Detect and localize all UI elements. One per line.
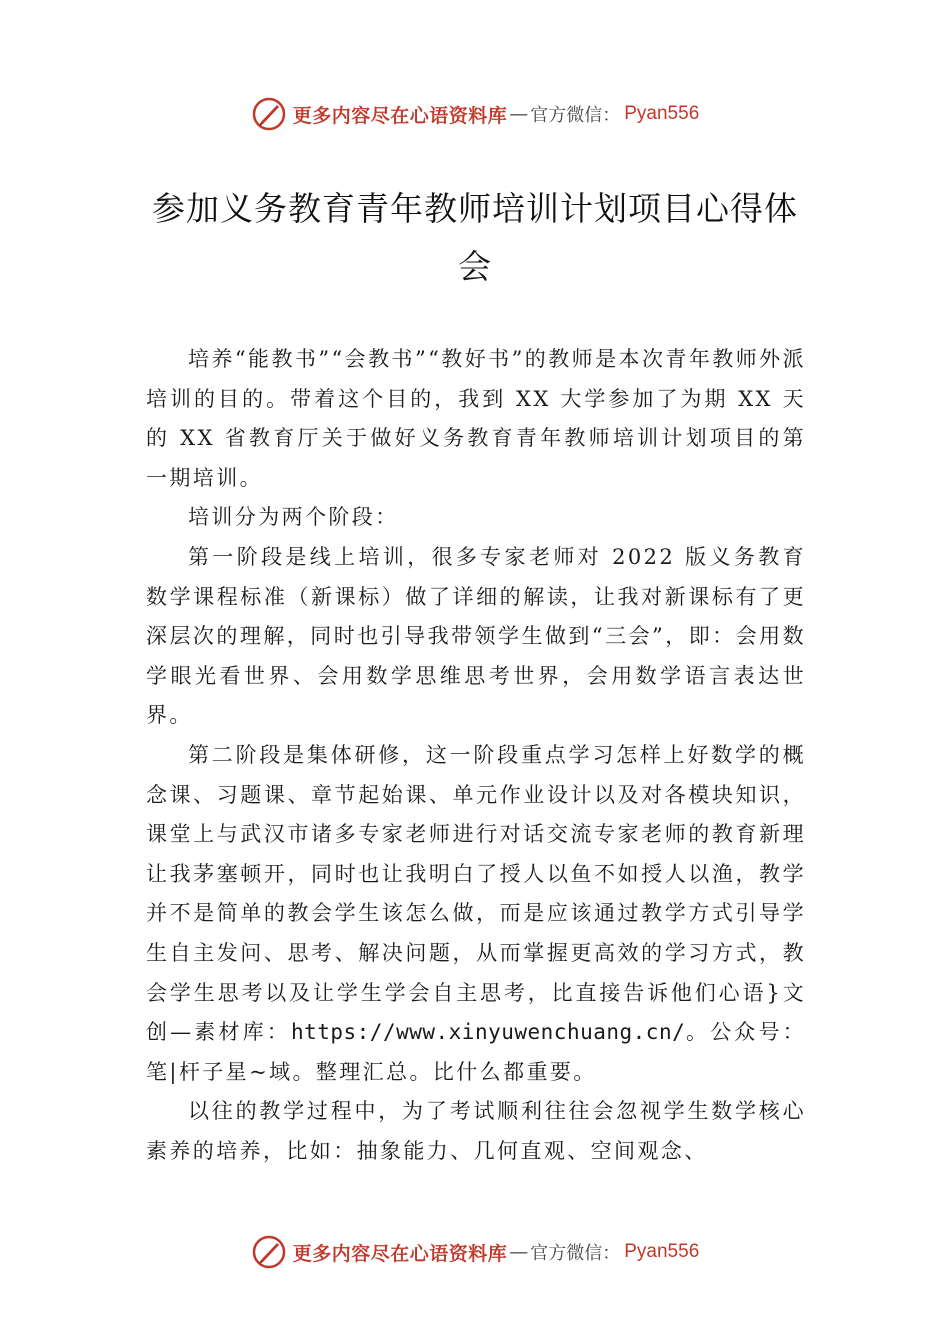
paragraph-1: 培养“能教书”“会教书”“教好书”的教师是本次青年教师外派培训的目的。带着这个目的，我到 XX 大学参加了为期 XX 天的 XX 省教育厅关于做好义务教育青年教师培训计划项目的第一期培训。: [146, 347, 806, 490]
paragraph-3: 第一阶段是线上培训，很多专家老师对 2022 版义务教育数学课程标准（新课标）做了详细的解读，让我对新课标有了更深层次的理解，同时也引导我带领学生做到“三会”，即：会用数学眼光看世界、会用数学思维思考世界，会用数学语言表达世界。: [146, 544, 806, 728]
promo-separator: —: [509, 1241, 529, 1263]
promo-separator: —: [509, 103, 529, 125]
wechat-id: Pyan556: [624, 103, 700, 124]
wechat-label: 官方微信：: [530, 105, 621, 126]
wechat-label: 官方微信：: [530, 1243, 621, 1264]
paragraph-4-text: 第二阶段是集体研修，这一阶段重点学习怎样上好数学的概念课、习题课、章节起始课、单元作业设计以及对各模块知识，课堂上与武汉市诸多专家老师进行对话交流专家老师的教育新理让我茅塞顿开，同时也让我明白了授人以鱼不如授人以渔，教学并不是简单的教会学生该怎么做，而是应该通过教学方式引导学生自主发问、思考、解决问题，从而掌握更高效的学习方式，教会学生思考以及让学生学会自主思考，比直接告诉他们心语}文创—素材库：: [146, 742, 806, 1045]
pen-logo-icon: [251, 1234, 287, 1270]
paragraph-4-tail: 。公众号：笔|杆子星~域。整理汇总。比什么都重要。: [146, 1020, 807, 1084]
paragraph-2: 培训分为两个阶段：: [188, 505, 399, 530]
website-url: https://www.xinyuwenchuang.cn/: [290, 1020, 686, 1045]
pen-logo-icon: [251, 96, 287, 132]
document-body: [146, 340, 806, 1171]
header-watermark-banner: [0, 94, 950, 134]
paragraph-5: 以往的教学过程中，为了考试顺利往往会忽视学生数学核心素养的培养，比如：抽象能力、几何直观、空间观念、: [146, 1099, 806, 1163]
promo-text: 更多内容尽在心语资料库: [292, 104, 508, 127]
document-title: 参加义务教育青年教师培训计划项目心得体会: [152, 189, 798, 286]
wechat-id: Pyan556: [624, 1241, 700, 1262]
promo-text: 更多内容尽在心语资料库: [292, 1242, 508, 1265]
footer-watermark-banner: [0, 1232, 950, 1272]
paragraph-4: [146, 736, 806, 1092]
